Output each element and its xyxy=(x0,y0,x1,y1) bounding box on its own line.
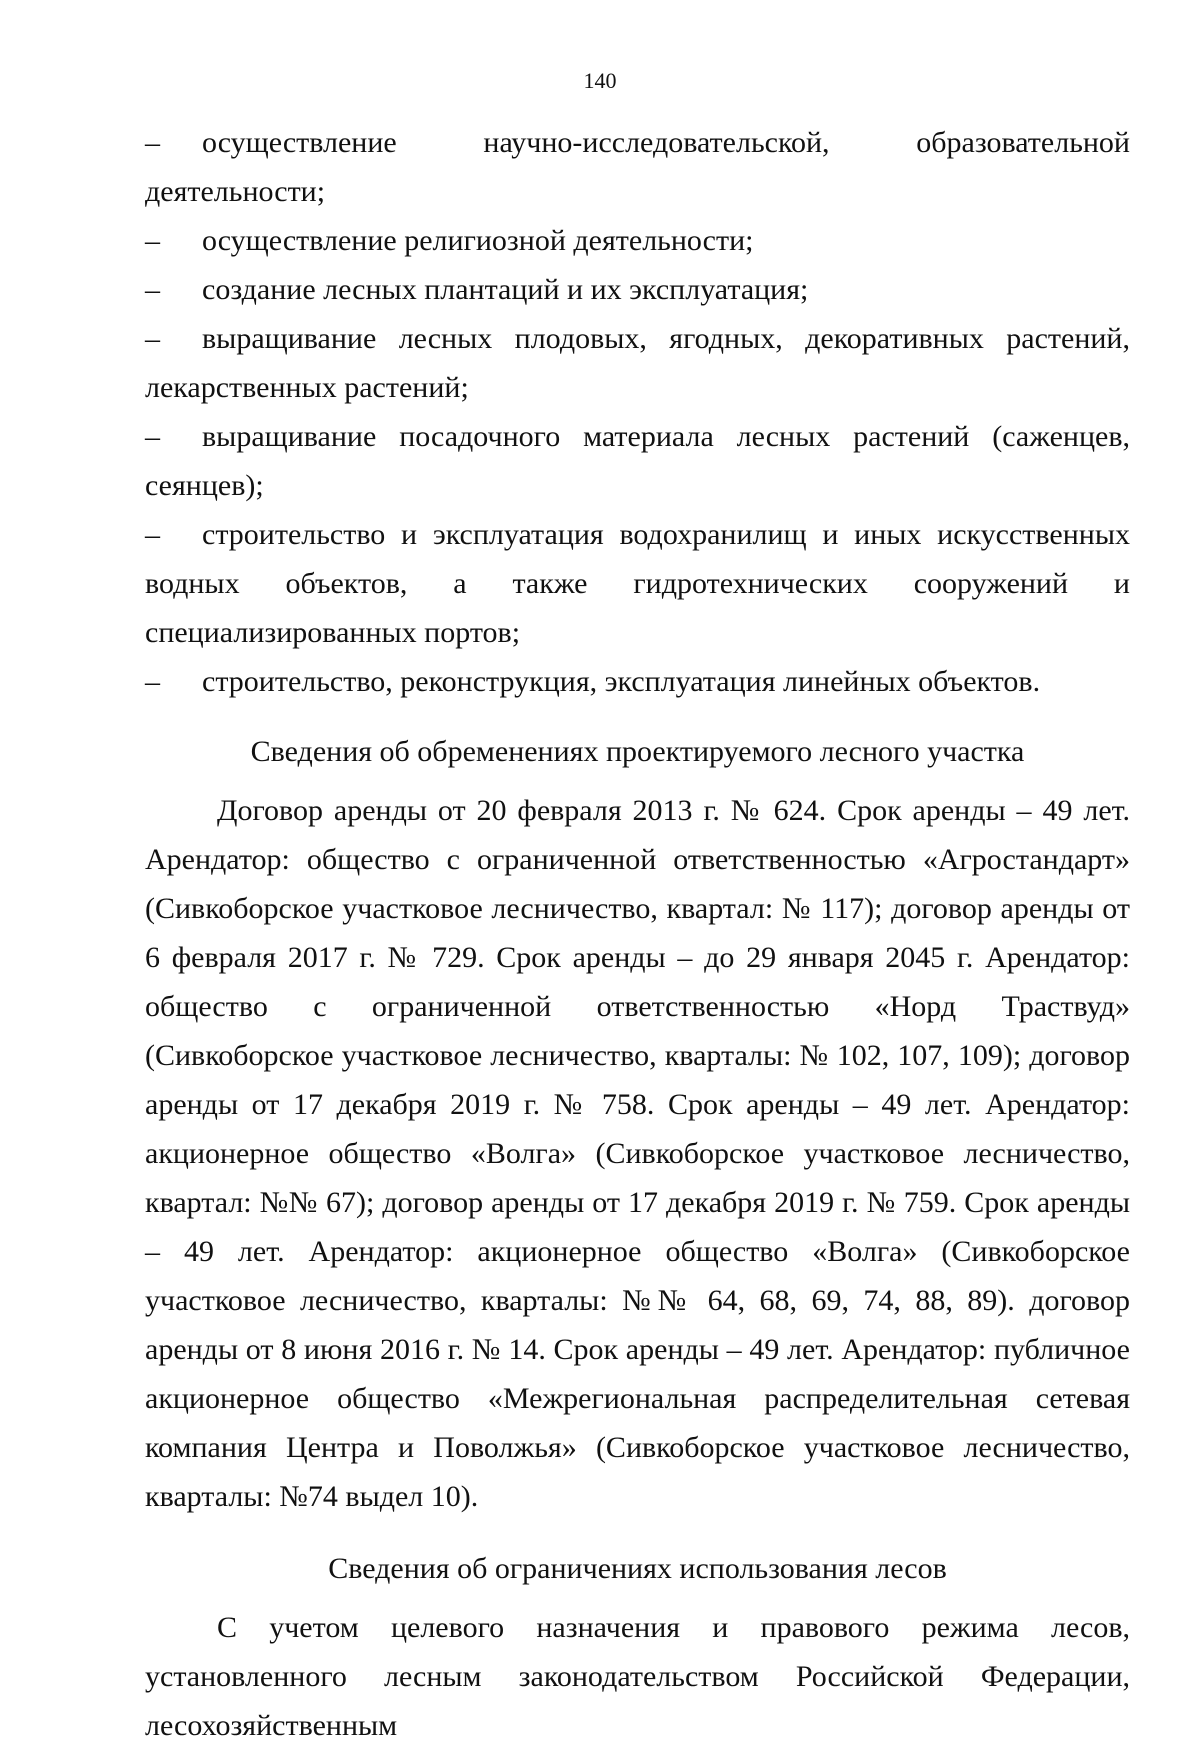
list-bullet: – xyxy=(145,420,160,453)
list-item xyxy=(145,657,1130,706)
list-bullet: – xyxy=(145,273,160,306)
list-item xyxy=(145,265,1130,314)
list-item xyxy=(145,314,1130,412)
list-bullet: – xyxy=(145,665,160,698)
restrictions-heading: Сведения об ограничениях использования лесов xyxy=(328,1552,947,1585)
list-item xyxy=(145,510,1130,657)
list-item-text: выращивание посадочного материала лесных растений (саженцев, сеянцев); xyxy=(145,420,1130,502)
page-content xyxy=(145,118,1130,1750)
page-number: 140 xyxy=(583,68,617,93)
list-bullet: – xyxy=(145,322,160,355)
list-item xyxy=(145,216,1130,265)
list-item-text: строительство, реконструкция, эксплуатация линейных объектов. xyxy=(202,665,1041,698)
list-item-text: строительство и эксплуатация водохранилищ и иных искусственных водных объектов, а также гидротехнических сооружений и специализированных портов; xyxy=(145,518,1130,649)
list-bullet: – xyxy=(145,224,160,257)
list-item xyxy=(145,118,1130,216)
list-bullet: – xyxy=(145,126,160,159)
restrictions-paragraph: С учетом целевого назначения и правового режима лесов, установленного лесным законодательством Российской Федерации, лесохозяйственным xyxy=(145,1611,1130,1742)
encumbrances-paragraph: Договор аренды от 20 февраля 2013 г. № 624. Срок аренды – 49 лет. Арендатор: общество с ограниченной ответственностью «Агростандарт» (Сивкоборское участковое лесничество, квартал: № 117); договор аренды от 6 февраля 2017 г. № 729. Срок аренды – до 29 января 2045 г. Арендатор: общество с ограниченной ответственностью «Норд Траствуд» (Сивкоборское участковое лесничество, кварталы: № 102, 107, 109); договор аренды от 17 декабря 2019 г. № 758. Срок аренды – 49 лет. Арендатор: акционерное общество «Волга» (Сивкоборское участковое лесничество, квартал: №№ 67); договор аренды от 17 декабря 2019 г. № 759. Срок аренды – 49 лет. Арендатор: акционерное общество «Волга» (Сивкоборское участковое лесничество, кварталы: №№ 64, 68, 69, 74, 88, 89). договор аренды от 8 июня 2016 г. № 14. Срок аренды – 49 лет. Арендатор: публичное акционерное общество «Межрегиональная распределительная сетевая компания Центра и Поволжья» (Сивкоборское участковое лесничество, кварталы: №74 выдел 10). xyxy=(145,794,1130,1513)
list-bullet: – xyxy=(145,518,160,551)
encumbrances-heading: Сведения об обременениях проектируемого лесного участка xyxy=(250,735,1025,768)
list-item-text: осуществление религиозной деятельности; xyxy=(202,224,754,257)
list-item-text: выращивание лесных плодовых, ягодных, декоративных растений, лекарственных растений; xyxy=(145,322,1130,404)
list-item xyxy=(145,412,1130,510)
list-item-text: создание лесных плантаций и их эксплуатация; xyxy=(202,273,809,306)
activity-list xyxy=(145,118,1130,706)
list-item-text: осуществление научно-исследовательской, образовательной деятельности; xyxy=(145,126,1130,208)
